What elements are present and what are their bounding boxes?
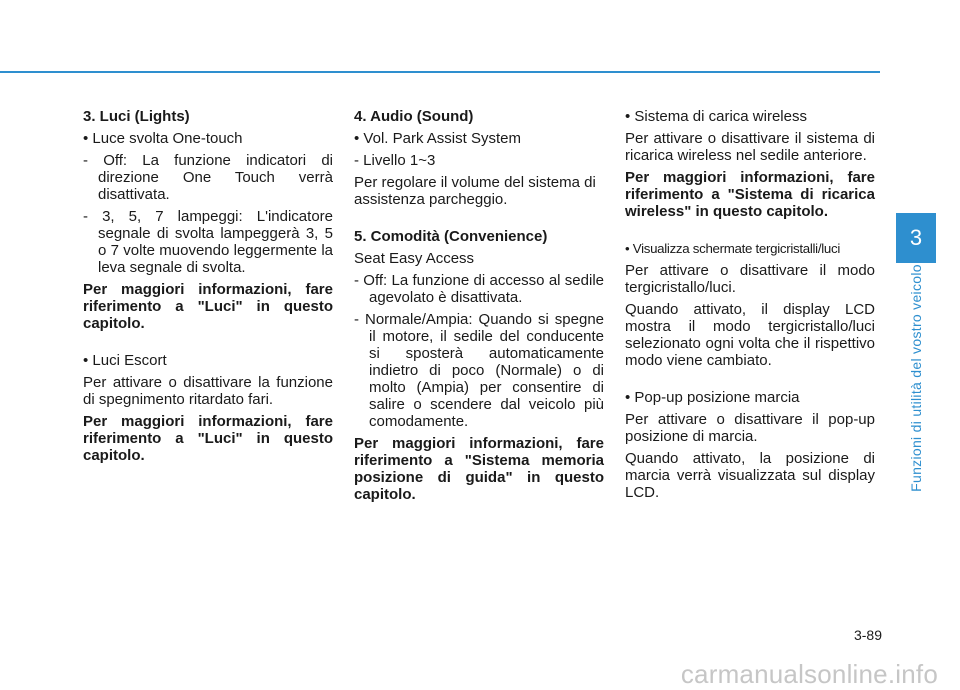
chapter-title: Funzioni di utilità del vostro veicolo — [908, 264, 924, 492]
bullet-wiper-lights-display: • Visualizza schermate tergicristalli/luci — [625, 241, 840, 256]
section-heading-lights: 3. Luci (Lights) — [83, 108, 190, 125]
page-number: 3-89 — [853, 627, 882, 643]
bullet-park-assist-volume: • Vol. Park Assist System — [354, 130, 521, 147]
chapter-tab — [896, 213, 936, 263]
chapter-number: 3 — [909, 225, 923, 250]
paragraph: Per attivare o disattivare il modo tergicristallo/luci. — [625, 262, 875, 296]
text-column-1 — [83, 108, 333, 469]
reference-note: Per maggiori informazioni, fare riferimento a "Sistema memoria posizione di guida" in questo capitolo. — [354, 435, 604, 503]
text-column-2 — [354, 108, 604, 508]
option-flashes: - 3, 5, 7 lampeggi: L'indicatore segnale di svolta lampeggerà 3, 5 o 7 volte muovendo leggermente la leva segnale di svolta. — [83, 208, 333, 276]
reference-note: Per maggiori informazioni, fare riferimento a "Sistema di ricarica wireless" in questo capitolo. — [625, 169, 875, 220]
subheading-seat-easy-access: Seat Easy Access — [354, 250, 475, 267]
option-off: - Off: La funzione indicatori di direzione One Touch verrà disattivata. — [83, 152, 333, 203]
bullet-wireless-charging: • Sistema di carica wireless — [625, 108, 807, 125]
reference-note: Per maggiori informazioni, fare riferimento a "Luci" in questo capitolo. — [83, 413, 333, 464]
paragraph: Per attivare o disattivare il sistema di ricarica wireless nel sedile anteriore. — [625, 130, 875, 164]
bullet-escort-lights: • Luci Escort — [83, 352, 167, 369]
option-normal-wide: - Normale/Ampia: Quando si spegne il motore, il sedile del conducente si sposterà automaticamente indietro di poco (Normale) o di molto (Ampia) per consentire di salire o scendere dal veicolo più comodamente. — [354, 311, 604, 430]
text-column-3 — [625, 108, 875, 506]
option-off: - Off: La funzione di accesso al sedile agevolato è disattivata. — [354, 272, 604, 306]
paragraph: Per attivare o disattivare il pop-up posizione di marcia. — [625, 411, 875, 445]
paragraph: Per regolare il volume del sistema di assistenza parcheggio. — [354, 174, 596, 208]
paragraph: Quando attivato, la posizione di marcia verrà visualizzata sul display LCD. — [625, 450, 875, 501]
reference-note: Per maggiori informazioni, fare riferimento a "Luci" in questo capitolo. — [83, 281, 333, 332]
section-heading-convenience: 5. Comodità (Convenience) — [354, 228, 548, 245]
header-rule — [0, 71, 880, 73]
bullet-gear-position-popup: • Pop-up posizione marcia — [625, 389, 800, 406]
section-heading-sound: 4. Audio (Sound) — [354, 108, 474, 125]
watermark: carmanualsonline.info — [680, 659, 938, 689]
bullet-one-touch-turn: • Luce svolta One-touch — [83, 130, 243, 147]
paragraph: Quando attivato, il display LCD mostra il modo tergicristallo/luci selezionato ogni volta che il rispettivo modo viene cambiato. — [625, 301, 875, 369]
level-range: - Livello 1~3 — [354, 152, 436, 169]
paragraph: Per attivare o disattivare la funzione di spegnimento ritardato fari. — [83, 374, 333, 408]
